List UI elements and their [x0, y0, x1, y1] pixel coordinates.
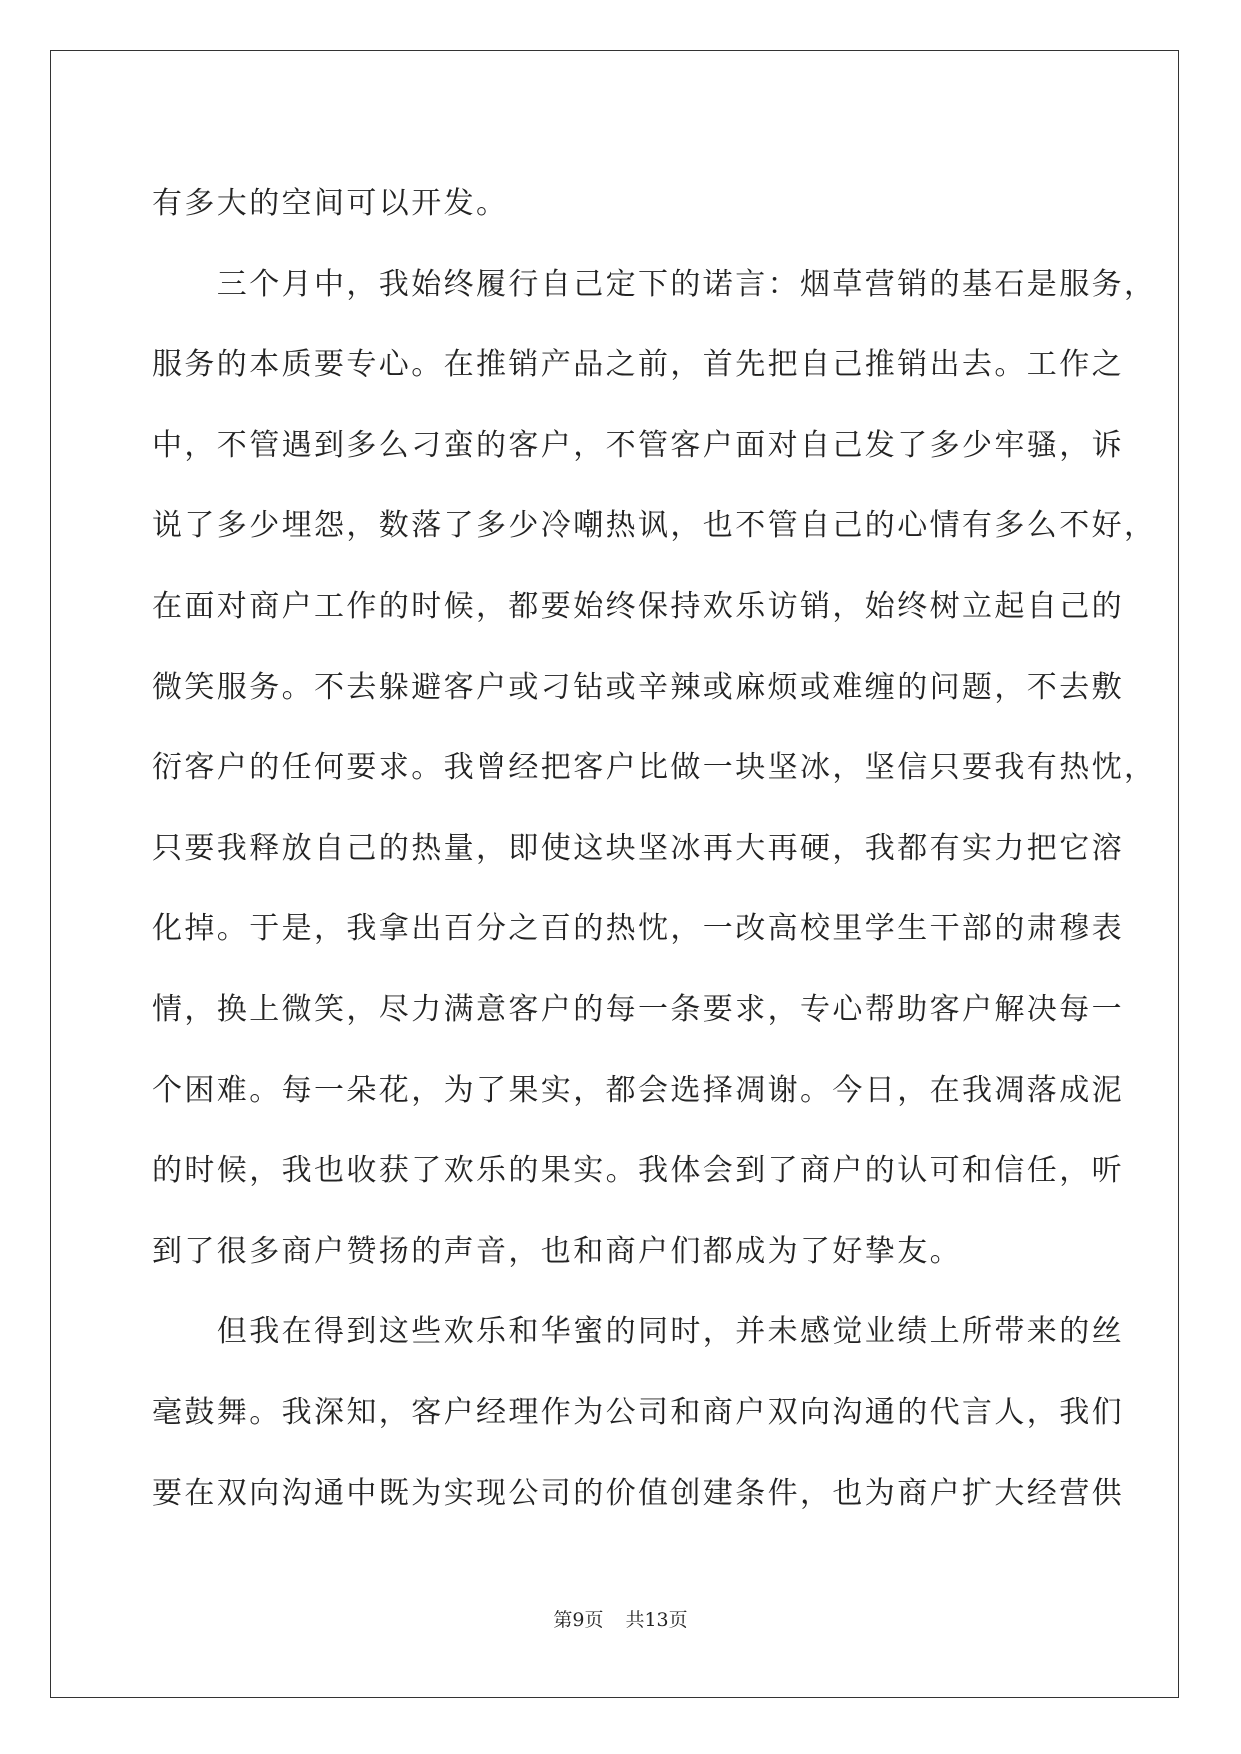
- text-line: 情，换上微笑，尽力满意客户的每一条要求，专心帮助客户解决每一: [152, 991, 1124, 1027]
- text-line: 但我在得到这些欢乐和华蜜的同时，并未感觉业绩上所带来的丝: [152, 1314, 1124, 1350]
- text-line: 微笑服务。不去躲避客户或刁钻或辛辣或麻烦或难缠的问题，不去敷: [152, 669, 1124, 705]
- text-line: 化掉。于是，我拿出百分之百的热忱，一改高校里学生干部的肃穆表: [152, 911, 1124, 947]
- document-body: [152, 164, 1157, 1534]
- text-line: 要在双向沟通中既为实现公司的价值创建条件，也为商户扩大经营供: [152, 1475, 1124, 1511]
- page-number: 第9页: [553, 1609, 604, 1631]
- text-line: 到了很多商户赞扬的声音，也和商户们都成为了好挚友。: [152, 1233, 962, 1269]
- page-footer: [0, 1608, 1241, 1632]
- text-line: 说了多少埋怨，数落了多少冷嘲热讽，也不管自己的心情有多么不好，: [152, 508, 1157, 544]
- page-total: 共13页: [625, 1609, 688, 1631]
- text-line: 衍客户的任何要求。我曾经把客户比做一块坚冰，坚信只要我有热忱，: [152, 750, 1157, 786]
- text-line: 中，不管遇到多么刁蛮的客户，不管客户面对自己发了多少牢骚，诉: [152, 427, 1124, 463]
- text-line: 毫鼓舞。我深知，客户经理作为公司和商户双向沟通的代言人，我们: [152, 1394, 1124, 1430]
- text-line: 在面对商户工作的时候，都要始终保持欢乐访销，始终树立起自己的: [152, 588, 1124, 624]
- text-line: 只要我释放自己的热量，即使这块坚冰再大再硬，我都有实力把它溶: [152, 830, 1124, 866]
- text-line: 三个月中，我始终履行自己定下的诺言：烟草营销的基石是服务，: [152, 266, 1157, 302]
- text-line: 有多大的空间可以开发。: [152, 186, 509, 221]
- text-line: 个困难。每一朵花，为了果实，都会选择凋谢。今日，在我凋落成泥: [152, 1072, 1124, 1108]
- text-line: 服务的本质要专心。在推销产品之前，首先把自己推销出去。工作之: [152, 347, 1124, 383]
- text-line: 的时候，我也收获了欢乐的果实。我体会到了商户的认可和信任，听: [152, 1153, 1124, 1189]
